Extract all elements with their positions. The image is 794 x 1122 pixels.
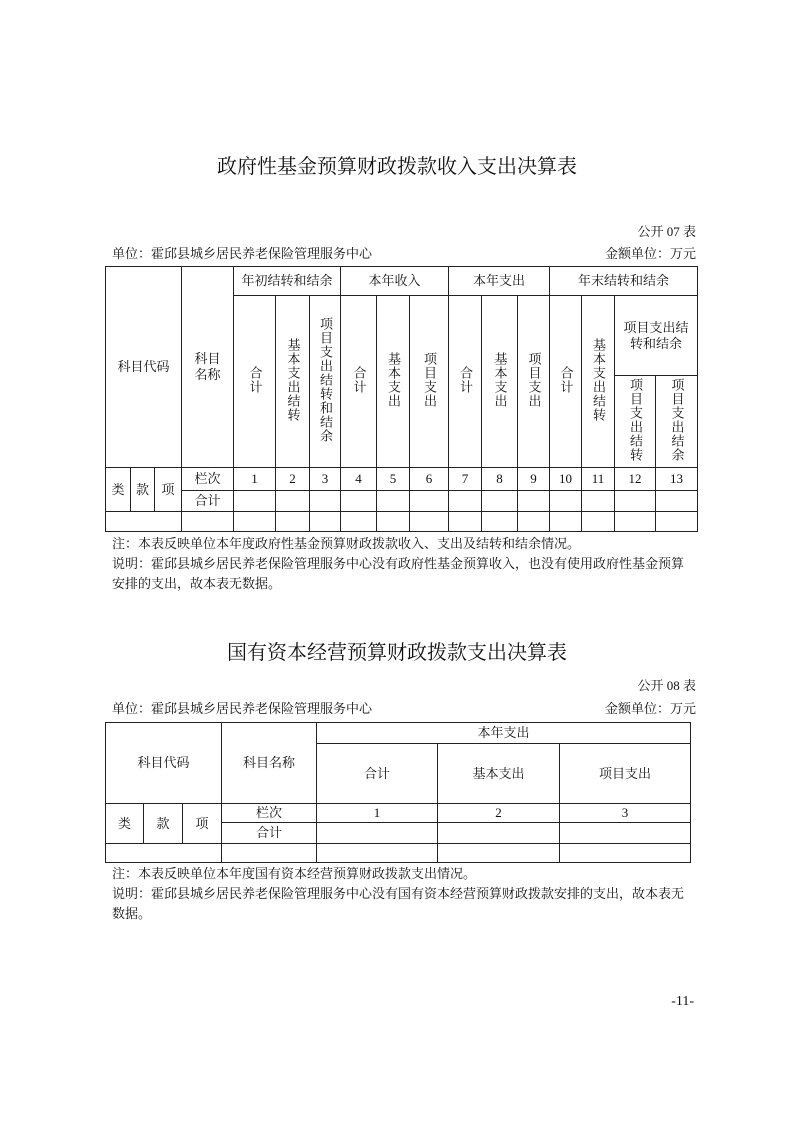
header-group-expense: 本年支出 bbox=[449, 267, 550, 296]
table07-amount-unit: 金额单位：万元 bbox=[604, 246, 696, 261]
header-total: 合计 bbox=[317, 744, 438, 804]
header-project: 项目支出 bbox=[410, 296, 449, 468]
page-number: -11- bbox=[671, 994, 694, 1009]
header-basic: 基本支出 bbox=[482, 296, 518, 468]
column-number: 2 bbox=[276, 468, 310, 491]
header-project-carry-balance: 项目支出结转和结余 bbox=[310, 296, 341, 468]
column-number: 5 bbox=[377, 468, 410, 491]
column-number: 7 bbox=[449, 468, 482, 491]
header-project-balance: 项目支出结余 bbox=[656, 376, 698, 468]
row-label-column-no: 栏次 bbox=[182, 468, 234, 491]
header-project: 项目支出 bbox=[518, 296, 550, 468]
header-total: 合计 bbox=[341, 296, 377, 468]
table07-title: 政府性基金预算财政拨款收入支出决算表 bbox=[217, 154, 577, 178]
column-number: 10 bbox=[550, 468, 582, 491]
table08 bbox=[105, 722, 691, 863]
column-number: 12 bbox=[615, 468, 656, 491]
column-number: 6 bbox=[410, 468, 449, 491]
column-number: 8 bbox=[482, 468, 518, 491]
table-row-column-numbers bbox=[106, 468, 698, 491]
table-row-empty bbox=[106, 844, 691, 863]
header-group-income: 本年收入 bbox=[341, 267, 449, 296]
table08-amount-unit: 金额单位：万元 bbox=[604, 701, 696, 716]
table08-title: 国有资本经营预算财政拨款支出决算表 bbox=[227, 640, 567, 664]
row-label-total: 合计 bbox=[182, 491, 234, 512]
header-project-carry-balance: 项目支出结转和结余 bbox=[615, 296, 698, 376]
column-number: 11 bbox=[582, 468, 615, 491]
header-group-expense: 本年支出 bbox=[317, 723, 691, 744]
header-basic: 基本支出 bbox=[377, 296, 410, 468]
header-xiang: 项 bbox=[183, 804, 222, 844]
header-group-opening: 年初结转和结余 bbox=[234, 267, 341, 296]
table-row-empty bbox=[106, 512, 698, 532]
header-total: 合计 bbox=[550, 296, 582, 468]
column-number: 9 bbox=[518, 468, 550, 491]
column-number: 1 bbox=[317, 804, 438, 823]
header-basic-carry: 基本支出结转 bbox=[582, 296, 615, 468]
table08-unit: 单位：霍邱县城乡居民养老保险管理服务中心 bbox=[112, 701, 373, 716]
table07-unit: 单位：霍邱县城乡居民养老保险管理服务中心 bbox=[112, 246, 373, 261]
header-project-carry: 项目支出结转 bbox=[615, 376, 656, 468]
table08-explanation: 说明：霍邱县城乡居民养老保险管理服务中心没有国有资本经营预算财政拨款安排的支出，故本表无数据。 bbox=[112, 886, 685, 921]
table08-code: 公开 08 表 bbox=[637, 678, 696, 693]
header-subject-name: 科目名称 bbox=[222, 723, 317, 804]
header-xiang: 项 bbox=[155, 468, 182, 512]
table07 bbox=[105, 266, 698, 532]
header-basic: 基本支出 bbox=[438, 744, 560, 804]
header-basic-carry: 基本支出结转 bbox=[276, 296, 310, 468]
header-total: 合计 bbox=[449, 296, 482, 468]
table07-code: 公开 07 表 bbox=[637, 224, 696, 239]
header-kuan: 款 bbox=[131, 468, 155, 512]
column-number: 1 bbox=[234, 468, 276, 491]
header-lei: 类 bbox=[106, 468, 131, 512]
header-subject-code: 科目代码 bbox=[106, 267, 182, 468]
column-number: 3 bbox=[560, 804, 691, 823]
column-number: 3 bbox=[310, 468, 341, 491]
header-kuan: 款 bbox=[144, 804, 183, 844]
header-subject-code: 科目代码 bbox=[106, 723, 222, 804]
header-group-closing: 年末结转和结余 bbox=[550, 267, 698, 296]
table07-note: 注：本表反映单位本年度政府性基金预算财政拨款收入、支出及结转和结余情况。 bbox=[112, 536, 581, 551]
table-row-column-numbers bbox=[106, 804, 691, 823]
table-row-total bbox=[106, 491, 698, 512]
row-label-column-no: 栏次 bbox=[222, 804, 317, 823]
row-label-total: 合计 bbox=[222, 823, 317, 844]
column-number: 4 bbox=[341, 468, 377, 491]
table08-note: 注：本表反映单位本年度国有资本经营预算财政拨款支出情况。 bbox=[112, 866, 477, 881]
header-project: 项目支出 bbox=[560, 744, 691, 804]
column-number: 2 bbox=[438, 804, 560, 823]
table07-explanation: 说明：霍邱县城乡居民养老保险管理服务中心没有政府性基金预算收入，也没有使用政府性基金预算安排的支出，故本表无数据。 bbox=[112, 556, 685, 591]
header-total: 合计 bbox=[234, 296, 276, 468]
column-number: 13 bbox=[656, 468, 698, 491]
header-lei: 类 bbox=[106, 804, 144, 844]
header-subject-name: 科目名称 bbox=[182, 267, 234, 468]
